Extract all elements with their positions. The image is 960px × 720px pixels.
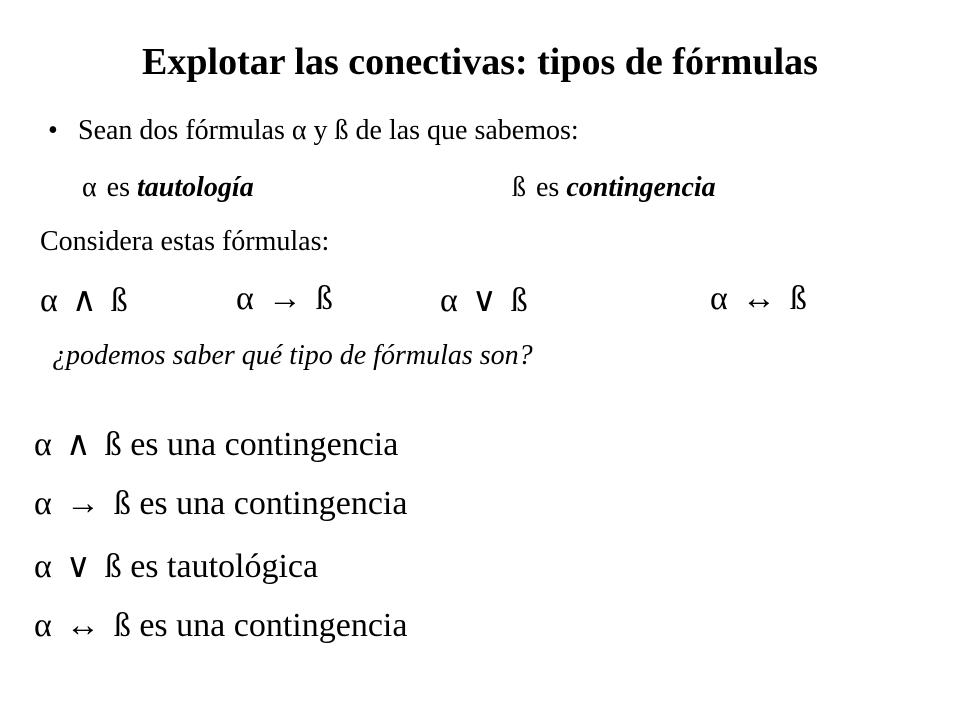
beta-kind: contingencia <box>566 172 716 203</box>
and-operator: ∧ <box>65 426 91 463</box>
formula-and <box>40 280 128 320</box>
implies-operator: → <box>65 485 100 522</box>
intro-text: Sean dos fórmulas α y ß de las que sabemos: <box>78 115 579 146</box>
answer-left: α <box>34 485 52 522</box>
beta-prefix: es <box>536 172 560 203</box>
implies-operator: → <box>267 280 302 317</box>
formula-left: α <box>40 282 58 319</box>
alpha-prefix: es <box>106 172 130 203</box>
answer-text: es tautológica <box>130 548 319 585</box>
or-operator: ∨ <box>471 282 497 319</box>
slide-title: Explotar las conectivas: tipos de fórmulas <box>142 41 818 83</box>
formula-right: ß <box>510 282 528 319</box>
answer-right: ß <box>113 485 131 522</box>
formula-left: α <box>710 280 728 317</box>
answer-implies <box>34 485 407 523</box>
iff-operator: ↔ <box>741 280 776 317</box>
bullet-marker: • <box>48 115 58 146</box>
formula-left: α <box>440 282 458 319</box>
or-operator: ∨ <box>65 548 91 585</box>
alpha-property <box>82 172 254 204</box>
answer-left: α <box>34 426 52 463</box>
beta-symbol: ß <box>512 172 526 203</box>
beta-property <box>512 172 716 204</box>
consider-text: Considera estas fórmulas: <box>40 226 330 257</box>
formula-right: ß <box>110 282 128 319</box>
formula-right: ß <box>315 280 333 317</box>
answer-text: es una contingencia <box>139 607 408 644</box>
answer-iff <box>34 607 407 645</box>
answer-text: es una contingencia <box>130 426 399 463</box>
answer-right: ß <box>104 426 122 463</box>
formula-left: α <box>236 280 254 317</box>
formula-implies <box>236 280 333 318</box>
answer-right: ß <box>104 548 122 585</box>
intro-bullet <box>48 115 579 147</box>
answer-text: es una contingencia <box>139 485 408 522</box>
formula-or <box>440 280 528 320</box>
formula-right: ß <box>789 280 807 317</box>
alpha-kind: tautología <box>137 172 254 203</box>
answer-left: α <box>34 607 52 644</box>
iff-operator: ↔ <box>65 607 100 644</box>
alpha-symbol: α <box>82 172 97 203</box>
question-text: ¿podemos saber qué tipo de fórmulas son? <box>52 340 533 371</box>
answer-right: ß <box>113 607 131 644</box>
answer-left: α <box>34 548 52 585</box>
answer-and <box>34 424 398 464</box>
answer-or <box>34 546 318 586</box>
and-operator: ∧ <box>71 282 97 319</box>
formula-iff <box>710 280 807 318</box>
